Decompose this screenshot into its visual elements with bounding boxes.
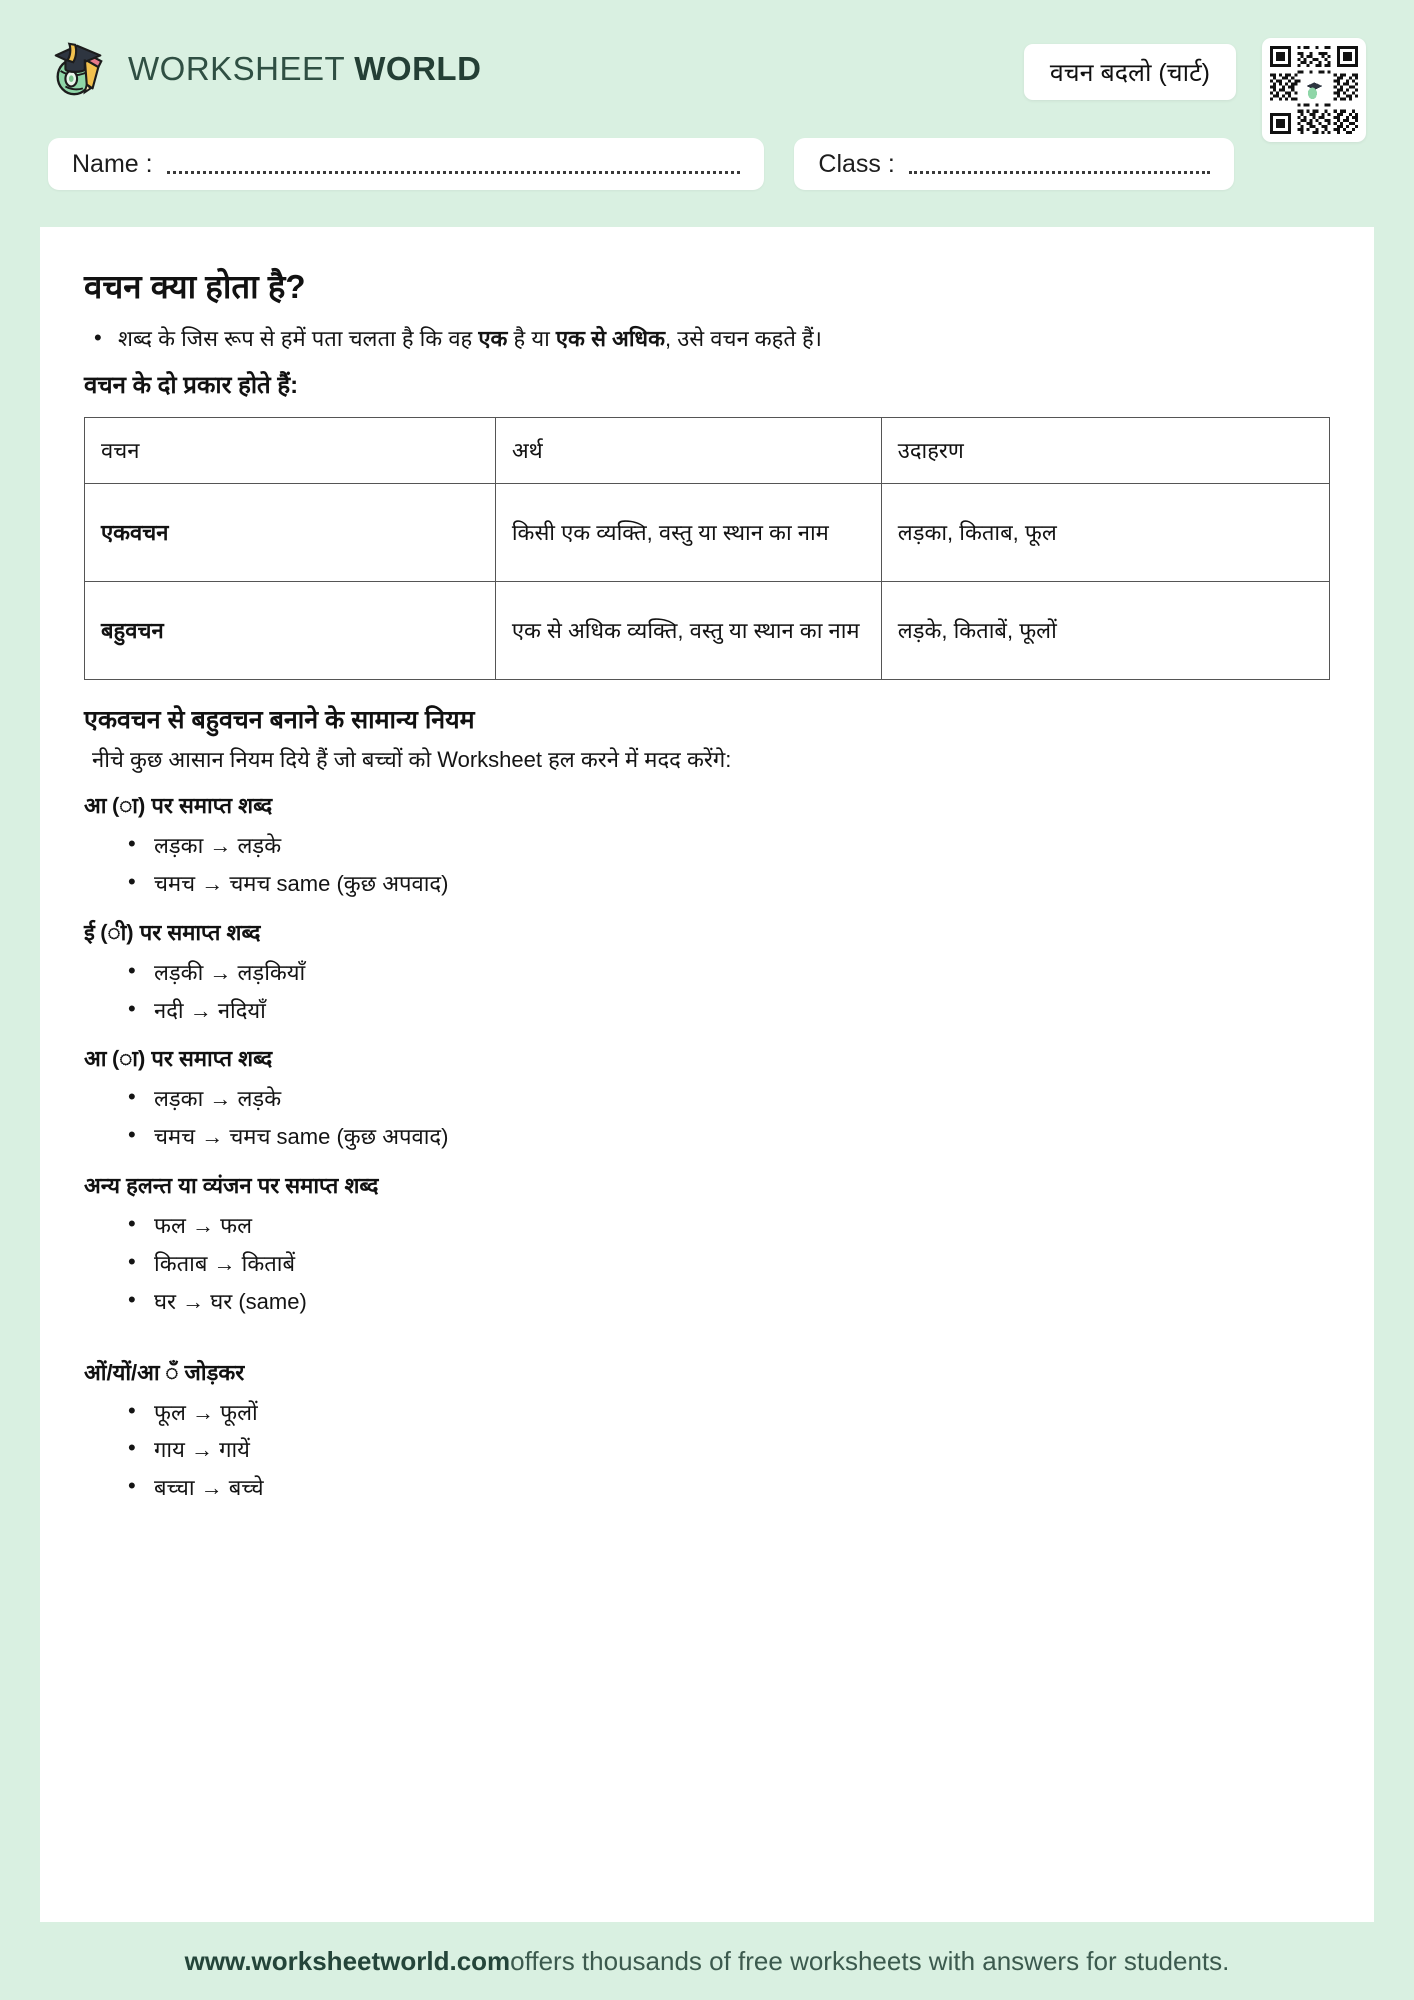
rule-items <box>126 1080 1330 1156</box>
rule-block-ee <box>84 917 1330 1030</box>
table-row <box>85 484 1330 582</box>
row-bahuvachan-meaning: एक से अधिक व्यक्ति, वस्तु या स्थान का नाम <box>495 582 881 680</box>
intro-text-post: , उसे वचन कहते हैं। <box>664 326 823 351</box>
section-spacer <box>84 1335 1330 1357</box>
qr-code-icon[interactable] <box>1262 38 1366 142</box>
rules-intro: नीचे कुछ आसान नियम दिये हैं जो बच्चों को Worksheet हल करने में मदद करेंगे: <box>92 747 732 773</box>
rule-heading: आ (ा) पर समाप्त शब्द <box>84 1046 273 1072</box>
footer-site-url[interactable]: www.worksheetworld.com <box>184 1945 511 1976</box>
rule-items <box>126 1394 1330 1507</box>
page-header <box>0 0 1414 225</box>
rules-title: एकवचन से बहुवचन बनाने के सामान्य नियम <box>84 706 475 735</box>
footer-tagline: offers thousands of free worksheets with answers for students. <box>510 1945 1230 1976</box>
list-item: • चमच → चमच same (कुछ अपवाद) <box>126 865 1330 903</box>
rule-items <box>126 827 1330 903</box>
graduation-cap-pencil-icon <box>48 38 110 100</box>
table-header-arth: अर्थ <box>495 418 881 484</box>
list-item: • घर → घर (same) <box>126 1283 1330 1321</box>
student-fields <box>48 138 1366 190</box>
rule-block-aa-2 <box>84 1043 1330 1156</box>
worksheet-body <box>40 227 1374 1922</box>
list-item: • गाय → गायें <box>126 1431 1330 1469</box>
page-footer <box>0 1922 1414 2000</box>
brand-logo <box>48 38 481 100</box>
vachan-types-table <box>84 417 1330 680</box>
list-item <box>84 322 1330 356</box>
brand-name-second: WORLD <box>354 50 482 87</box>
rule-heading: अन्य हलन्त या व्यंजन पर समाप्त शब्द <box>84 1173 379 1199</box>
name-input-line[interactable] <box>167 154 741 174</box>
name-field[interactable] <box>48 138 764 190</box>
table-row <box>85 582 1330 680</box>
row-ekvachan-meaning: किसी एक व्यक्ति, वस्तु या स्थान का नाम <box>495 484 881 582</box>
rule-items <box>126 1207 1330 1320</box>
list-item: • फूल → फूलों <box>126 1394 1330 1432</box>
worksheet-title-badge: वचन बदलो (चार्ट) <box>1024 44 1236 100</box>
intro-bold-two: एक से अधिक <box>555 326 665 351</box>
table-header-row <box>85 418 1330 484</box>
list-item: • किताब → किताबें <box>126 1245 1330 1283</box>
rule-heading: ई (ी) पर समाप्त शब्द <box>84 919 261 945</box>
table-header-udaharan: उदाहरण <box>881 418 1329 484</box>
rule-heading: ओं/यों/आ ँ जोड़कर <box>84 1359 245 1385</box>
list-item: • बच्चा → बच्चे <box>126 1469 1330 1507</box>
table-header-vachan: वचन <box>85 418 496 484</box>
intro-text-pre: शब्द के जिस रूप से हमें पता चलता है कि वह <box>118 326 479 351</box>
header-right-group <box>1024 38 1366 142</box>
types-heading: वचन के दो प्रकार होते हैं: <box>84 372 299 400</box>
rule-block-suffix <box>84 1357 1330 1507</box>
rule-block-aa-1 <box>84 790 1330 903</box>
row-bahuvachan-example: लड़के, किताबें, फूलों <box>881 582 1329 680</box>
class-input-line[interactable] <box>909 154 1210 174</box>
header-top-row <box>48 38 1366 116</box>
row-ekvachan-example: लड़का, किताब, फूल <box>881 484 1329 582</box>
row-ekvachan-name: एकवचन <box>85 484 496 582</box>
rule-heading: आ (ा) पर समाप्त शब्द <box>84 793 273 819</box>
list-item: • नदी → नदियाँ <box>126 992 1330 1030</box>
list-item: • लड़की → लड़कियाँ <box>126 954 1330 992</box>
class-label: Class : <box>818 149 895 178</box>
brand-name <box>128 50 481 88</box>
list-item: • लड़का → लड़के <box>126 1080 1330 1118</box>
class-field[interactable] <box>794 138 1234 190</box>
intro-text-mid: है या <box>507 326 556 351</box>
intro-bullet-list <box>84 322 1330 356</box>
list-item: • लड़का → लड़के <box>126 827 1330 865</box>
list-item: • फल → फल <box>126 1207 1330 1245</box>
rule-block-consonant <box>84 1170 1330 1320</box>
row-bahuvachan-name: बहुवचन <box>85 582 496 680</box>
name-label: Name : <box>72 149 153 178</box>
list-item: • चमच → चमच same (कुछ अपवाद) <box>126 1118 1330 1156</box>
brand-name-first: WORKSHEET <box>128 50 345 87</box>
rule-items <box>126 954 1330 1030</box>
page-title: वचन क्या होता है? <box>84 268 306 305</box>
intro-bold-one: एक <box>478 326 508 351</box>
